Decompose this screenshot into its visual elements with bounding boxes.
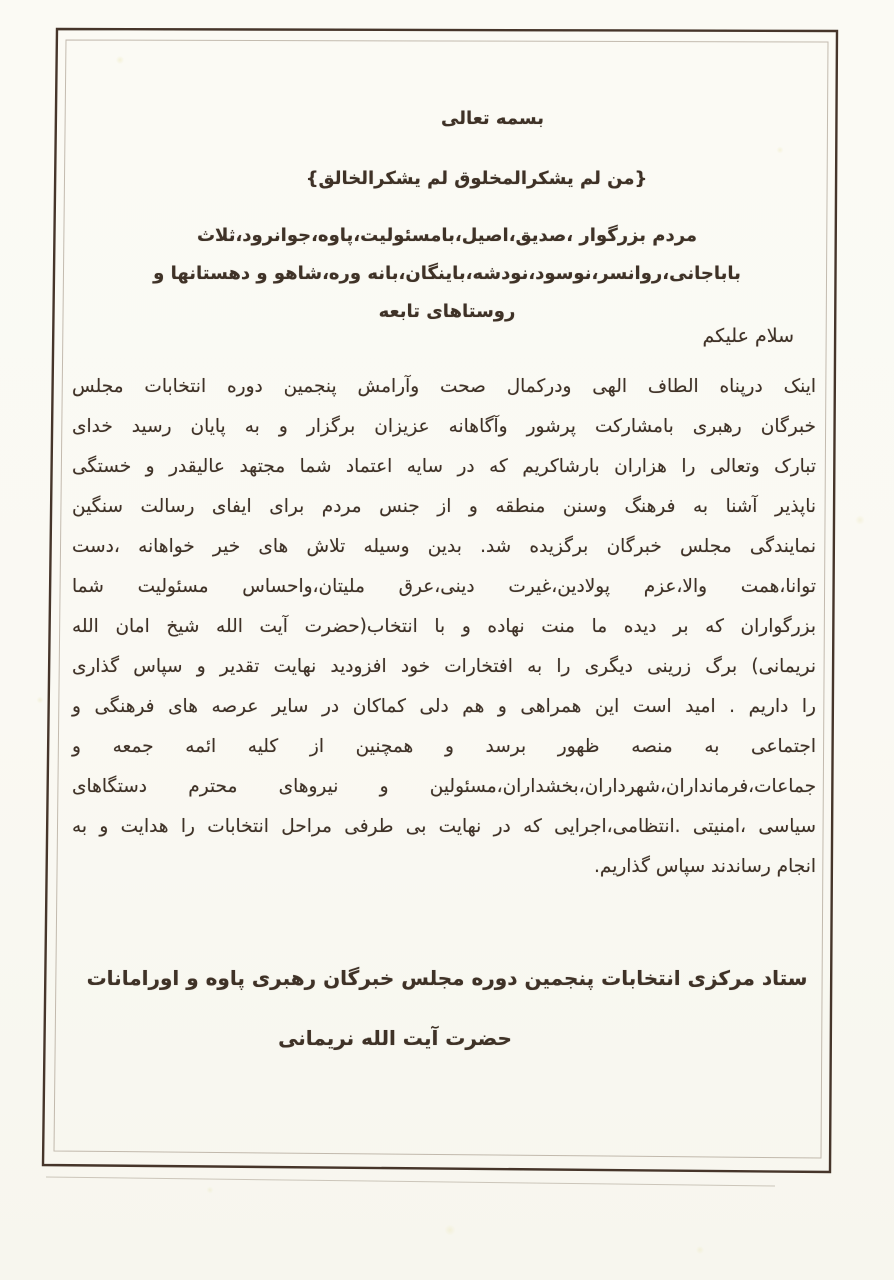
body-line: تبارک وتعالی را هزاران بارشاکریم که در سایه اعتماد شما مجتهد عالیقدر و خستگی xyxy=(72,456,816,477)
salutation: سلام علیکم xyxy=(702,325,794,347)
body-line: بزرگواران که بر دیده ما منت نهاده و با انتخاب(حضرت آیت الله شیخ امان الله xyxy=(72,616,816,637)
body-line: نمایندگی مجلس خبرگان برگزیده شد. بدین وسیله تلاش های خیر خواهانه ،دست xyxy=(72,536,816,557)
body-line: اینک درپناه الطاف الهی ودرکمال صحت وآرامش پنجمین دوره انتخابات مجلس xyxy=(72,376,816,397)
signature-line: حضرت آیت الله نریمانی xyxy=(278,1026,512,1050)
signature-block xyxy=(75,948,819,1068)
body-line: نریمانی) برگ زرینی دیگری را به افتخارات خود افزودید نهایت تقدیر و سپاس گذاری xyxy=(72,656,816,677)
letter-body xyxy=(72,367,816,887)
audience-line: روستاهای تابعه xyxy=(378,301,516,322)
body-line: جماعات،فرمانداران،شهرداران،بخشداران،مسئولین و نیروهای محترم دستگاهای xyxy=(72,776,816,797)
body-line: ناپذیر آشنا به فرهنگ وسنن منطقه و از جنس مردم برای ایفای رسالت سنگین xyxy=(72,496,816,517)
body-line: را داریم . امید است این همراهی و هم دلی کماکان در سایر عرصه های فرهنگی و xyxy=(72,696,816,717)
audience-line: باباجانی،روانسر،نوسود،نودشه،باینگان،بانه وره،شاهو و دهستانها و xyxy=(153,263,741,284)
body-line: توانا،همت والا،عزم پولادین،غیرت دینی،عرق ملیتان،واحساس مسئولیت شما xyxy=(72,576,816,597)
body-line: خبرگان رهبری بامشارکت پرشور وآگاهانه عزیزان برگزار و به پایان رسید خدای xyxy=(72,416,816,437)
body-line: اجتماعی به منصه ظهور برسد و همچنین از کلیه ائمه جمعه و xyxy=(72,736,816,757)
body-line: انجام رساندند سپاس گذاریم. xyxy=(594,856,816,877)
body-line: سیاسی ،امنیتی .انتظامی،اجرایی که در نهایت بی طرفی مراحل انتخابات را هدایت و به xyxy=(72,816,816,837)
signature-line: ستاد مرکزی انتخابات پنجمین دوره مجلس خبرگان رهبری پاوه و اورامانات xyxy=(86,966,808,990)
audience-line: مردم بزرگوار ،صدیق،اصیل،بامسئولیت،پاوه،جوانرود،ثلاث xyxy=(196,225,698,246)
bismillah: بسمه تعالی xyxy=(441,108,544,129)
audience-block xyxy=(75,217,819,331)
quote-line: {من لم یشکرالمخلوق لم یشکرالخالق} xyxy=(305,168,648,189)
